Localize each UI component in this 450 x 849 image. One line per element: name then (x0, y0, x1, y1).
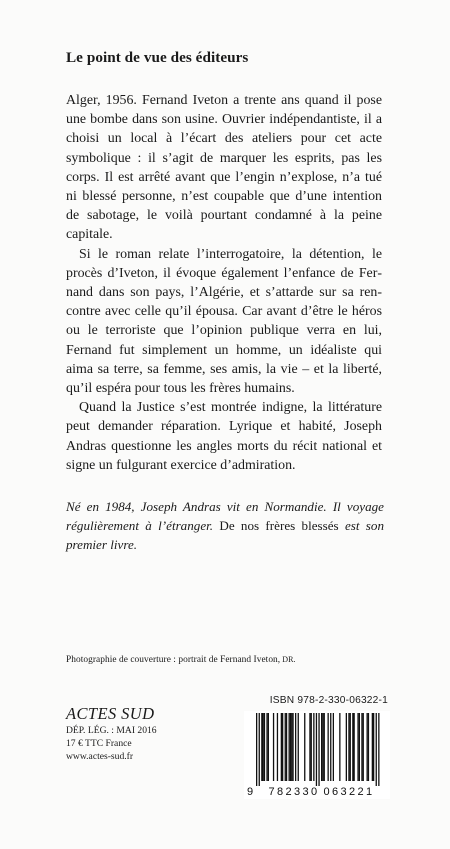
barcode-graphic (244, 711, 390, 799)
publisher-logo: ACTES SUD (66, 704, 155, 723)
blurb-text (66, 91, 382, 475)
legal-deposit: DÉP. LÉG. : MAI 2016 (66, 725, 157, 736)
publisher-website: www.actes-sud.fr (66, 751, 134, 763)
barcode-bar (361, 713, 362, 781)
barcode-bar (295, 713, 296, 781)
barcode-bar (304, 713, 305, 781)
barcode-bar (298, 713, 299, 781)
barcode-digits-left: 782330 (268, 786, 320, 798)
barcode-bar (359, 713, 360, 781)
barcode-bar (291, 713, 292, 781)
barcode-bar (309, 713, 310, 781)
blurb-paragraph-3: Quand la Justice s’est montrée indigne, la littérature peut demander réparation. Lyrique et habité, Joseph Andras questionne les angles morts du récit national et signe un fulgurant exercice d’admiration. (66, 400, 382, 473)
barcode-bar (322, 713, 323, 781)
section-heading: Le point de vue des éditeurs (66, 49, 249, 66)
isbn-barcode (244, 711, 390, 799)
barcode-bar (266, 713, 267, 781)
barcode-bar (324, 713, 325, 781)
photo-credit (66, 655, 396, 665)
barcode-bar (264, 713, 265, 781)
barcode-bar (328, 713, 329, 781)
publisher-block (66, 704, 226, 764)
author-bio-ending: est son premier livre. (66, 518, 384, 553)
barcode-bar (282, 713, 283, 781)
barcode-bar (363, 713, 364, 781)
barcode-bar (289, 713, 290, 781)
isbn-label: ISBN 978-2-330-06322-1 (269, 695, 388, 706)
blurb-paragraph-1: Alger, 1956. Fernand Iveton a trente ans quand il pose une bombe dans son usine. Ouvrier indépendantiste, il a choisi un local à l’écart des ateliers pour cet acte symbolique : il s’agit de marquer les esprits, pas les corps. Il est arrêté avant que l’engin n’explose, n’a tué ni blessé personne, n’est coupable que d’une intention de sabotage, le voilà pourtant condamné à la peine capitale. (66, 93, 382, 243)
barcode-bar (372, 713, 373, 781)
barcode-bar (277, 713, 278, 781)
barcode-bar (357, 713, 358, 781)
barcode-digit-first: 9 (247, 786, 254, 798)
barcode-bar (367, 713, 368, 781)
barcode-bar (346, 713, 347, 781)
author-bio-text: Né en 1984, Joseph Andras vit en Normandie. Il voyage régulièrement à l’étranger. (66, 499, 384, 534)
barcode-bar (261, 713, 262, 781)
barcode-bar (290, 713, 291, 781)
barcode-bar (311, 713, 312, 781)
barcode-bar (368, 713, 369, 781)
price: 17 € TTC France (66, 738, 132, 750)
barcode-bar (286, 713, 287, 781)
barcode-bar (281, 713, 282, 781)
barcode-digits-right: 063221 (323, 786, 375, 798)
barcode-bar (352, 713, 353, 781)
photo-credit-rights: DR. (280, 655, 296, 664)
barcode-bar (350, 713, 351, 781)
barcode-bar (330, 713, 331, 781)
barcode-bar (256, 713, 257, 786)
barcode-bar (316, 713, 317, 786)
barcode-bar (259, 713, 260, 786)
barcode-bar (313, 713, 314, 781)
barcode-bar (268, 713, 269, 781)
book-title: De nos frères blessés (213, 518, 339, 534)
author-bio (66, 497, 384, 555)
barcode-bar (285, 713, 286, 781)
barcode-bar (333, 713, 334, 781)
barcode-bar (292, 713, 293, 781)
barcode-bar (318, 713, 319, 786)
barcode-bar (321, 713, 322, 781)
barcode-bar (339, 713, 340, 781)
barcode-bar (354, 713, 355, 781)
photo-credit-text: Photographie de couverture : portrait de Fernand Iveton, (66, 655, 281, 665)
barcode-bar (348, 713, 349, 781)
barcode-bar (273, 713, 274, 781)
barcode-bar (378, 713, 379, 786)
barcode-bar (376, 713, 377, 786)
blurb-paragraph-2: Si le roman relate l’interrogatoire, la détention, le procès d’Iveton, il évoque également l’enfance de Fernand dans son pays, l’Algérie, et s’attarde sur sa rencontre avec celle qu’il épousa. Car avant d’être le héros ou le terroriste que l’opinion publique verra en lui, Fernand fut simplement un homme, un idéaliste qui aima sa terre, sa femme, ses amis, la vie – et la liberté, qu’il espéra pour tous les frères humains. (66, 246, 382, 397)
barcode-bar (263, 713, 264, 781)
barcode-bar (373, 713, 374, 781)
